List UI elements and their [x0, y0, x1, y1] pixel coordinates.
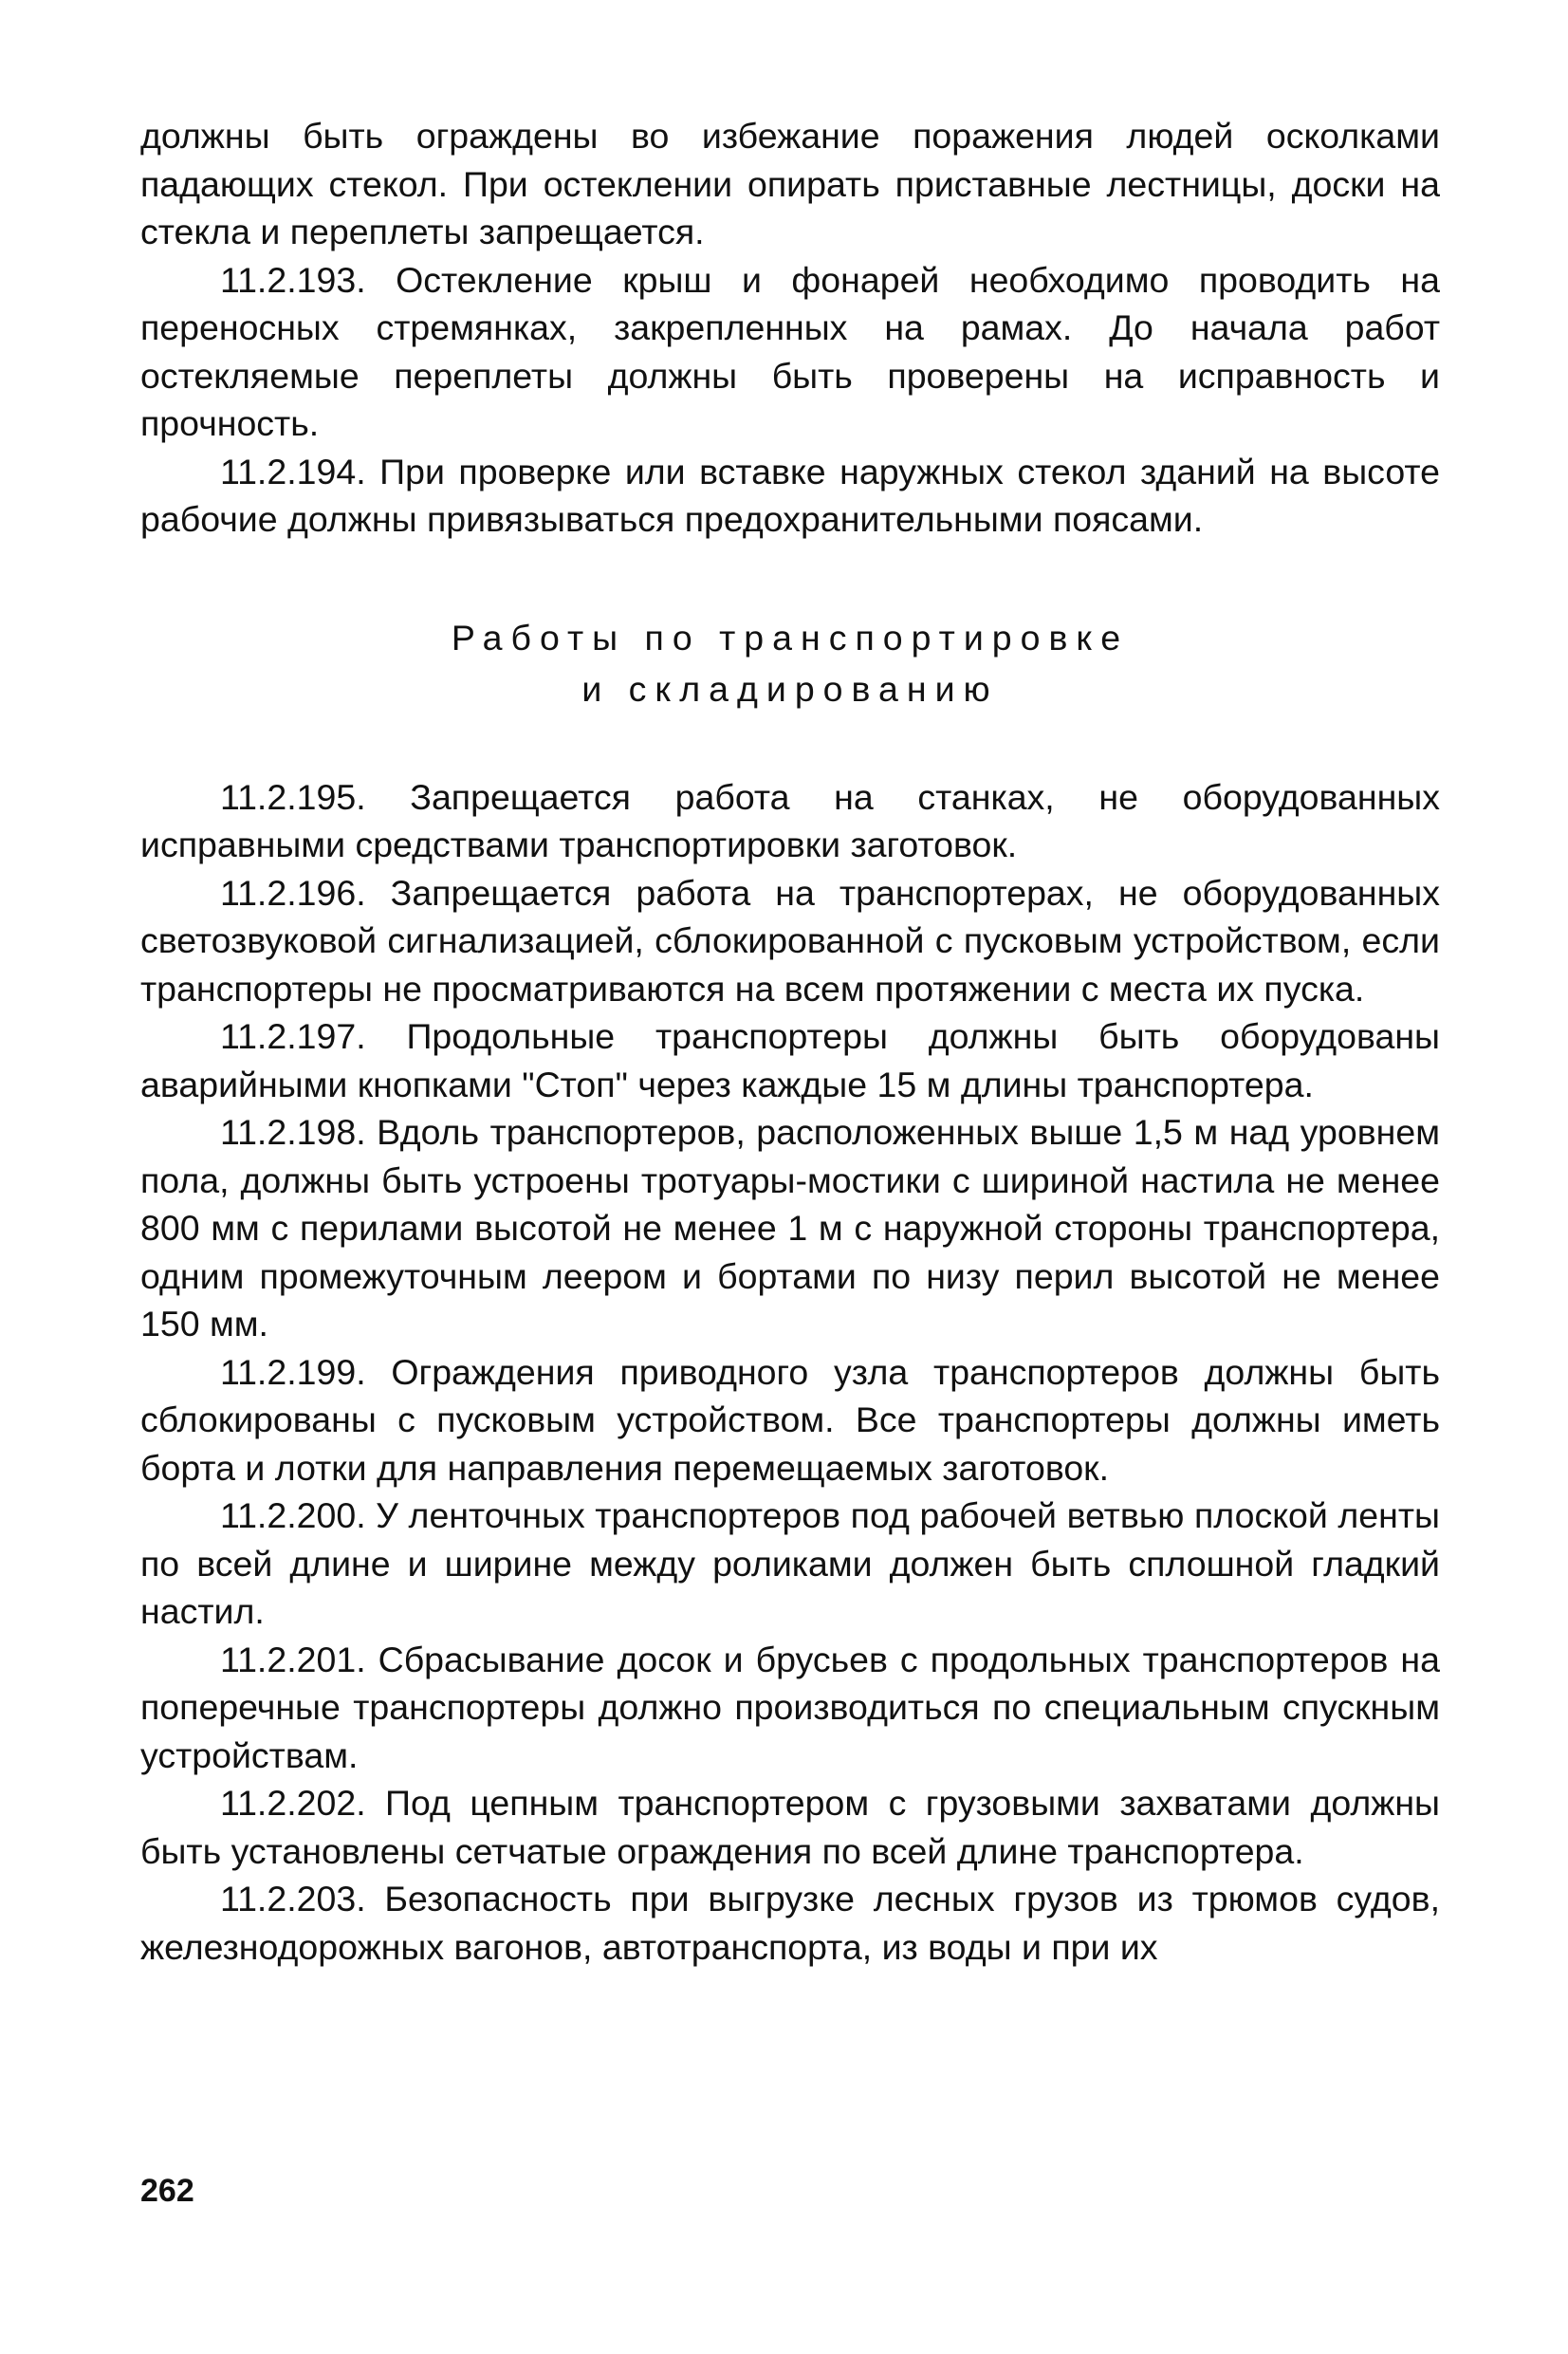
section-heading-line-1: Работы по транспортировке: [451, 617, 1130, 658]
paragraph-11-2-194: 11.2.194. При проверке или вставке наружных стекол зданий на высоте рабочие должны привязываться предохранительными поясами.: [140, 451, 1440, 539]
paragraph-11-2-200: 11.2.200. У ленточных транспортеров под рабочей ветвью плоской ленты по всей длине и ширине между роликами должен быть сплошной гладкий настил.: [140, 1495, 1440, 1631]
section-heading-line-2: и складированию: [581, 668, 999, 709]
section-heading: [140, 612, 1440, 714]
paragraph-11-2-203: 11.2.203. Безопасность при выгрузке лесных грузов из трюмов судов, железнодорожных вагонов, автотранспорта, из воды и при их: [140, 1879, 1440, 1967]
paragraph-11-2-201: 11.2.201. Сбрасывание досок и брусьев с продольных транспортеров на поперечные транспортеры должно производиться по специальным спускным устройствам.: [140, 1639, 1440, 1775]
paragraph-11-2-193: 11.2.193. Остекление крыш и фонарей необходимо проводить на переносных стремянках, закрепленных на рамах. До начала работ остекляемые переплеты должны быть проверены на исправность и прочность.: [140, 259, 1440, 443]
paragraph-11-2-199: 11.2.199. Ограждения приводного узла транспортеров должны быть сблокированы с пусковым устройством. Все транспортеры должны иметь борта и лотки для направления перемещаемых заготовок.: [140, 1351, 1440, 1488]
paragraph-11-2-197: 11.2.197. Продольные транспортеры должны быть оборудованы аварийными кнопками "Стоп" через каждые 15 м длины транспортера.: [140, 1016, 1440, 1104]
document-page: [140, 112, 1440, 1971]
page-number: 262: [140, 2173, 194, 2209]
paragraph-11-2-202: 11.2.202. Под цепным транспортером с грузовыми захватами должны быть установлены сетчатые ограждения по всей длине транспортера.: [140, 1783, 1440, 1871]
paragraph-continuation: должны быть ограждены во избежание поражения людей осколками падающих стекол. При остеклении опирать приставные лестницы, доски на стекла и переплеты запрещается.: [140, 116, 1440, 251]
paragraph-11-2-196: 11.2.196. Запрещается работа на транспортерах, не оборудованных светозвуковой сигнализацией, сблокированной с пусковым устройством, если транспортеры не просматриваются на всем протяжении с места их пуска.: [140, 872, 1440, 1009]
paragraph-11-2-195: 11.2.195. Запрещается работа на станках, не оборудованных исправными средствами транспортировки заготовок.: [140, 776, 1440, 864]
paragraph-11-2-198: 11.2.198. Вдоль транспортеров, расположенных выше 1,5 м над уровнем пола, должны быть устроены тротуары-мостики с шириной настила не менее 800 мм с перилами высотой не менее 1 м с наружной стороны транспортера, одним промежуточным леером и бортами по низу перил высотой не менее 150 мм.: [140, 1112, 1440, 1344]
